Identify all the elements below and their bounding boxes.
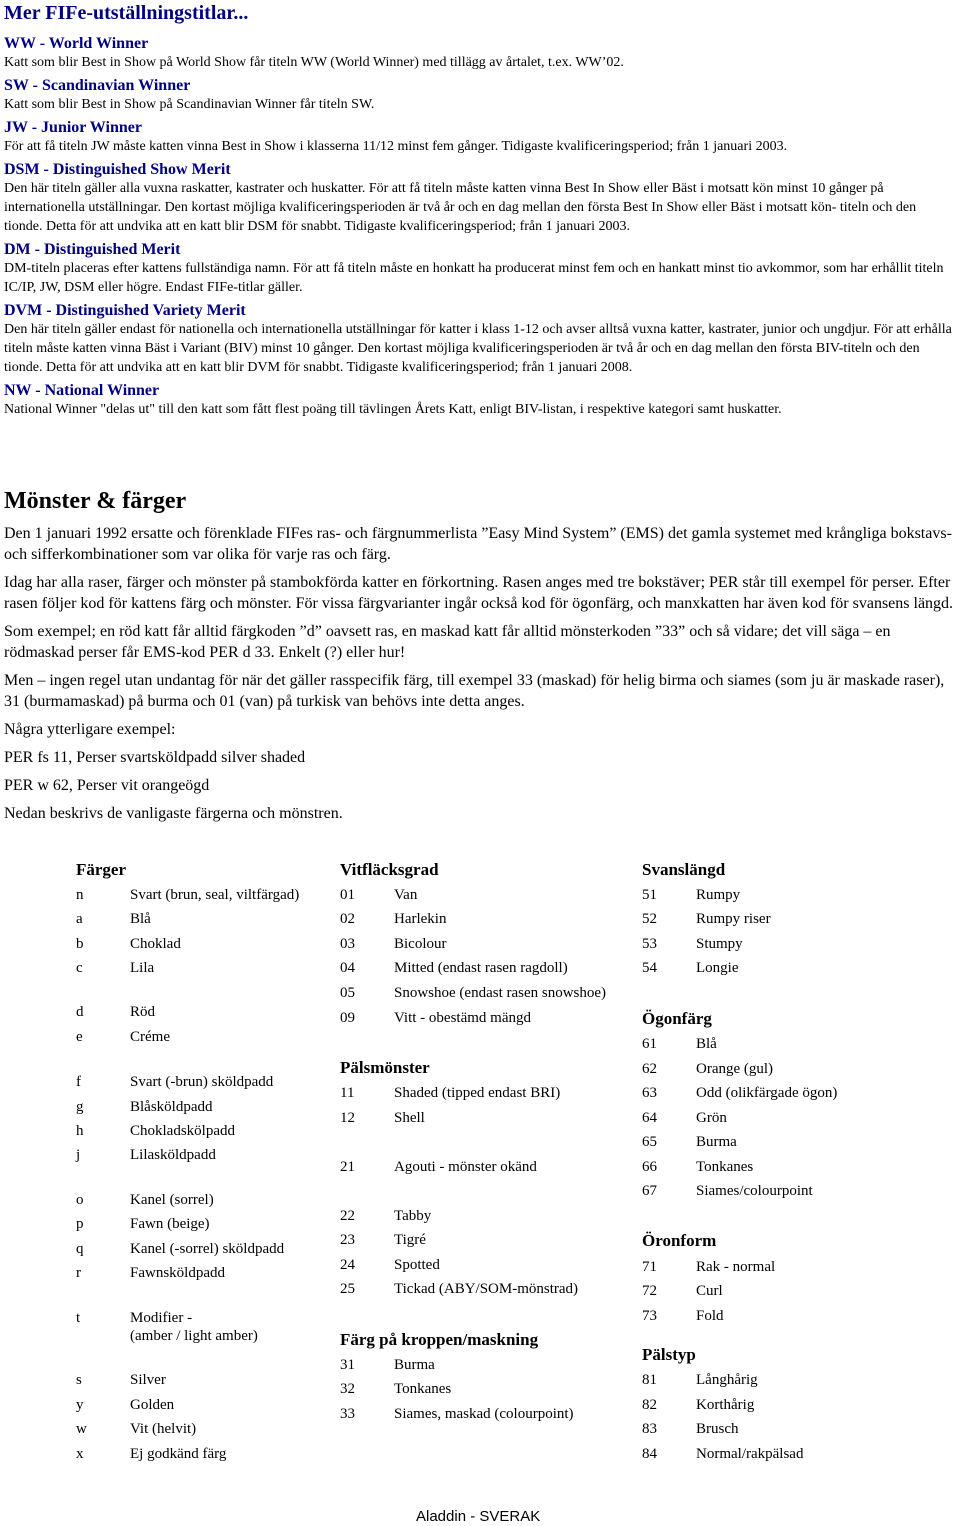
- title-dvm: [4, 301, 956, 377]
- label: Créme: [130, 1029, 170, 1045]
- label: Shell: [394, 1110, 425, 1126]
- code: 03: [340, 936, 355, 952]
- code: n: [76, 887, 84, 903]
- masking-heading: Färg på kroppen/maskning: [340, 1330, 539, 1349]
- label: Rumpy: [696, 887, 741, 903]
- title-text: National Winner "delas ut" till den katt som fått flest poäng till tävlingen Årets Katt, enligt BIV-listan, i respektive kategori samt huskatter.: [4, 402, 782, 417]
- code: 25: [340, 1281, 355, 1297]
- title-text: För att få titeln JW måste katten vinna Best in Show i klasserna 11/12 minst fem gånger. Tidigaste kvalificeringsperiod; från 1 januari 2003.: [4, 139, 788, 154]
- code: 82: [642, 1397, 657, 1413]
- label: Silver: [130, 1372, 166, 1388]
- label: Agouti - mönster okänd: [394, 1159, 537, 1175]
- label: Bicolour: [394, 936, 447, 952]
- code: j: [76, 1147, 81, 1163]
- label: Långhårig: [696, 1372, 758, 1388]
- label: Snowshoe (endast rasen snowshoe): [394, 985, 607, 1001]
- code: 22: [340, 1208, 355, 1224]
- code: 23: [340, 1232, 355, 1248]
- title-heading: WW - World Winner: [4, 35, 149, 52]
- code: t: [76, 1310, 81, 1326]
- code: 33: [340, 1406, 355, 1422]
- code: x: [76, 1446, 84, 1462]
- label: Normal/rakpälsad: [696, 1446, 804, 1462]
- label: Orange (gul): [696, 1061, 774, 1077]
- label: Siames, maskad (colourpoint): [394, 1406, 574, 1422]
- palsmonster-heading: Pälsmönster: [340, 1058, 430, 1077]
- code: f: [76, 1074, 81, 1090]
- label: Siames/colourpoint: [696, 1183, 813, 1199]
- code: 09: [340, 1010, 355, 1026]
- label: Shaded (tipped endast BRI): [394, 1085, 561, 1101]
- code: 54: [642, 960, 657, 976]
- label: Modifier -: [130, 1310, 193, 1326]
- label: (amber / light amber): [130, 1328, 258, 1344]
- code: 05: [340, 985, 355, 1001]
- code: 62: [642, 1061, 657, 1077]
- label: Fold: [696, 1308, 724, 1324]
- paragraph: PER fs 11, Perser svartsköldpadd silver shaded: [4, 749, 306, 766]
- label: Lila: [130, 960, 155, 976]
- code: a: [76, 911, 83, 927]
- label: Röd: [130, 1004, 156, 1020]
- code: h: [76, 1123, 84, 1139]
- title-heading: DSM - Distinguished Show Merit: [4, 161, 231, 178]
- code: b: [76, 936, 84, 952]
- title-text: Katt som blir Best in Show på World Show får titeln WW (World Winner) med tillägg av årtalet, t.ex. WW’02.: [4, 55, 624, 70]
- page-title: Mer FIFe-utställningstitlar...: [4, 2, 249, 24]
- label: Rak - normal: [696, 1259, 776, 1275]
- label: Fawn (beige): [130, 1216, 210, 1232]
- label: Tigré: [394, 1232, 426, 1248]
- title-heading: DM - Distinguished Merit: [4, 241, 181, 258]
- code: 52: [642, 911, 657, 927]
- label: Tonkanes: [394, 1381, 452, 1397]
- vitflacksgrad-heading: Vitfläcksgrad: [340, 860, 439, 879]
- label: Vitt - obestämd mängd: [394, 1010, 531, 1026]
- title-heading: DVM - Distinguished Variety Merit: [4, 302, 246, 319]
- label: Rumpy riser: [696, 911, 771, 927]
- label: Mitted (endast rasen ragdoll): [394, 960, 568, 976]
- label: Burma: [394, 1357, 435, 1373]
- code: 51: [642, 887, 657, 903]
- code: q: [76, 1241, 84, 1257]
- code: 66: [642, 1159, 657, 1175]
- title-nw: [4, 381, 956, 419]
- label: Fawnsköldpadd: [130, 1265, 225, 1281]
- code: c: [76, 960, 83, 976]
- code: w: [76, 1421, 87, 1437]
- label: Harlekin: [394, 911, 447, 927]
- label: Kanel (sorrel): [130, 1192, 214, 1208]
- label: Blå: [130, 911, 151, 927]
- title-sw: [4, 76, 956, 114]
- code: 63: [642, 1085, 657, 1101]
- label: Svart (brun, seal, viltfärgad): [130, 887, 300, 903]
- label: Blå: [696, 1036, 717, 1052]
- title-heading: SW - Scandinavian Winner: [4, 77, 191, 94]
- code: 73: [642, 1308, 657, 1324]
- code: 12: [340, 1110, 355, 1126]
- title-text: DM-titeln placeras efter kattens fullständiga namn. För att få titeln måste en honkatt ha producerat minst fem och en hankatt minst tio avkommor, som har erhållit titeln IC/IP, JW, DSM eller högre. Endast FIFe-titlar gäller.: [4, 261, 944, 295]
- label: Stumpy: [696, 936, 743, 952]
- paragraph: Några ytterligare exempel:: [4, 721, 176, 738]
- label: Tonkanes: [696, 1159, 754, 1175]
- code: y: [76, 1397, 84, 1413]
- code: 02: [340, 911, 355, 927]
- label: Van: [394, 887, 418, 903]
- paragraph: Den 1 januari 1992 ersatte och förenklade FIFes ras- och färgnummerlista ”Easy Mind System” (EMS) det gamla systemet med krångliga bokstavs- och sifferkombinationer som var olika för varje ras och färg.: [4, 525, 952, 563]
- label: Chokladskölpadd: [130, 1123, 235, 1139]
- svanslangd-heading: Svanslängd: [642, 860, 726, 879]
- titles-section: [4, 34, 956, 423]
- label: Burma: [696, 1134, 737, 1150]
- code: e: [76, 1029, 83, 1045]
- label: Choklad: [130, 936, 181, 952]
- palstyp-heading: Pälstyp: [642, 1345, 696, 1364]
- label: Longie: [696, 960, 739, 976]
- code: 24: [340, 1257, 355, 1273]
- code: p: [76, 1216, 84, 1232]
- title-dm: [4, 240, 956, 297]
- code: 71: [642, 1259, 657, 1275]
- code: 04: [340, 960, 355, 976]
- label: Svart (-brun) sköldpadd: [130, 1074, 274, 1090]
- code: 32: [340, 1381, 355, 1397]
- title-text: Katt som blir Best in Show på Scandinavian Winner får titeln SW.: [4, 97, 375, 112]
- footer: Aladdin - SVERAK: [416, 1508, 541, 1525]
- title-heading: JW - Junior Winner: [4, 119, 142, 136]
- farger-heading: Färger: [76, 860, 127, 879]
- code: d: [76, 1004, 84, 1020]
- oronform-heading: Öronform: [642, 1231, 717, 1250]
- monster-body: [4, 523, 956, 831]
- code: 61: [642, 1036, 657, 1052]
- paragraph: PER w 62, Perser vit orangeögd: [4, 777, 210, 794]
- label: Tabby: [394, 1208, 432, 1224]
- paragraph: Nedan beskrivs de vanligaste färgerna och mönstren.: [4, 805, 343, 822]
- label: Spotted: [394, 1257, 440, 1273]
- monster-title: Mönster & färger: [4, 488, 187, 514]
- code: r: [76, 1265, 81, 1281]
- label: Korthårig: [696, 1397, 755, 1413]
- title-text: Den här titeln gäller endast för nationella och internationella utställningar för katter i klass 1-12 och avser alltså vuxna katter, kastrater, junior och ungdjur. För att erhålla titeln måste katten vinna Bäst i Variant (BIV) minst 10 gånger. Den kortast möjliga kvalificeringsperioden är två år och en dag mellan den första BIV-titeln och den tionde. Detta för att undvika att en katt blir DVM för snabbt. Tidigaste kvalificeringsperiod; från 1 januari 2008.: [4, 322, 952, 375]
- code: 53: [642, 936, 657, 952]
- code: 81: [642, 1372, 657, 1388]
- code: s: [76, 1372, 82, 1388]
- label: Curl: [696, 1283, 723, 1299]
- label: Vit (helvit): [130, 1421, 197, 1437]
- label: Odd (olikfärgade ögon): [696, 1085, 838, 1101]
- title-text: Den här titeln gäller alla vuxna raskatter, kastrater och huskatter. För att få titeln måste katten vinna Best In Show eller Bäst i motsatt kön minst 10 gånger på internationella utställningar. Den kortast möjliga kvalificeringsperioden är två år och en dag mellan den första Best In Show eller Bäst i motsatt kön- titeln och den tionde. Detta för att undvika att en katt blir DSM för snabbt. Tidigaste kvalificeringsperiod; från 1 januari 2003.: [4, 181, 917, 234]
- code: 11: [340, 1085, 355, 1101]
- paragraph: Idag har alla raser, färger och mönster på stambokförda katter en förkortning. Rasen anges med tre bokstäver; PER står till exempel för perser. Efter rasen följer kod för kattens färg och mönster. För vissa färgvarianter ingår också kod för ögonfärg, och manxkatten har även kod för svansens längd.: [4, 574, 954, 612]
- title-heading: NW - National Winner: [4, 382, 160, 399]
- label: Ej godkänd färg: [130, 1446, 227, 1462]
- code: 64: [642, 1110, 657, 1126]
- code: o: [76, 1192, 84, 1208]
- code: 84: [642, 1446, 657, 1462]
- code: g: [76, 1099, 84, 1115]
- code: 65: [642, 1134, 657, 1150]
- code: 01: [340, 887, 355, 903]
- code: 83: [642, 1421, 657, 1437]
- label: Tickad (ABY/SOM-mönstrad): [394, 1281, 579, 1297]
- code: 21: [340, 1159, 355, 1175]
- ogonfarg-heading: Ögonfärg: [642, 1009, 712, 1028]
- label: Golden: [130, 1397, 175, 1413]
- label: Blåsköldpadd: [130, 1099, 213, 1115]
- label: Brusch: [696, 1421, 739, 1437]
- code: 72: [642, 1283, 657, 1299]
- label: Lilasköldpadd: [130, 1147, 216, 1163]
- paragraph: Men – ingen regel utan undantag för när det gäller rasspecifik färg, till exempel 33 (maskad) för helig birma och siames (som ju är maskade raser), 31 (burmamaskad) på burma och 01 (van) på turkisk van behövs inte detta anges.: [4, 672, 945, 710]
- paragraph: Som exempel; en röd katt får alltid färgkoden ”d” oavsett ras, en maskad katt får alltid mönsterkoden ”33” och så vidare; det vill säga – en rödmaskad perser får EMS-kod PER d 33. Enkelt (?) eller hur!: [4, 623, 891, 661]
- code: 67: [642, 1183, 657, 1199]
- title-dsm: [4, 160, 956, 236]
- code: 31: [340, 1357, 355, 1373]
- title-jw: [4, 118, 956, 156]
- title-ww: [4, 34, 956, 72]
- label: Kanel (-sorrel) sköldpadd: [130, 1241, 285, 1257]
- label: Grön: [696, 1110, 727, 1126]
